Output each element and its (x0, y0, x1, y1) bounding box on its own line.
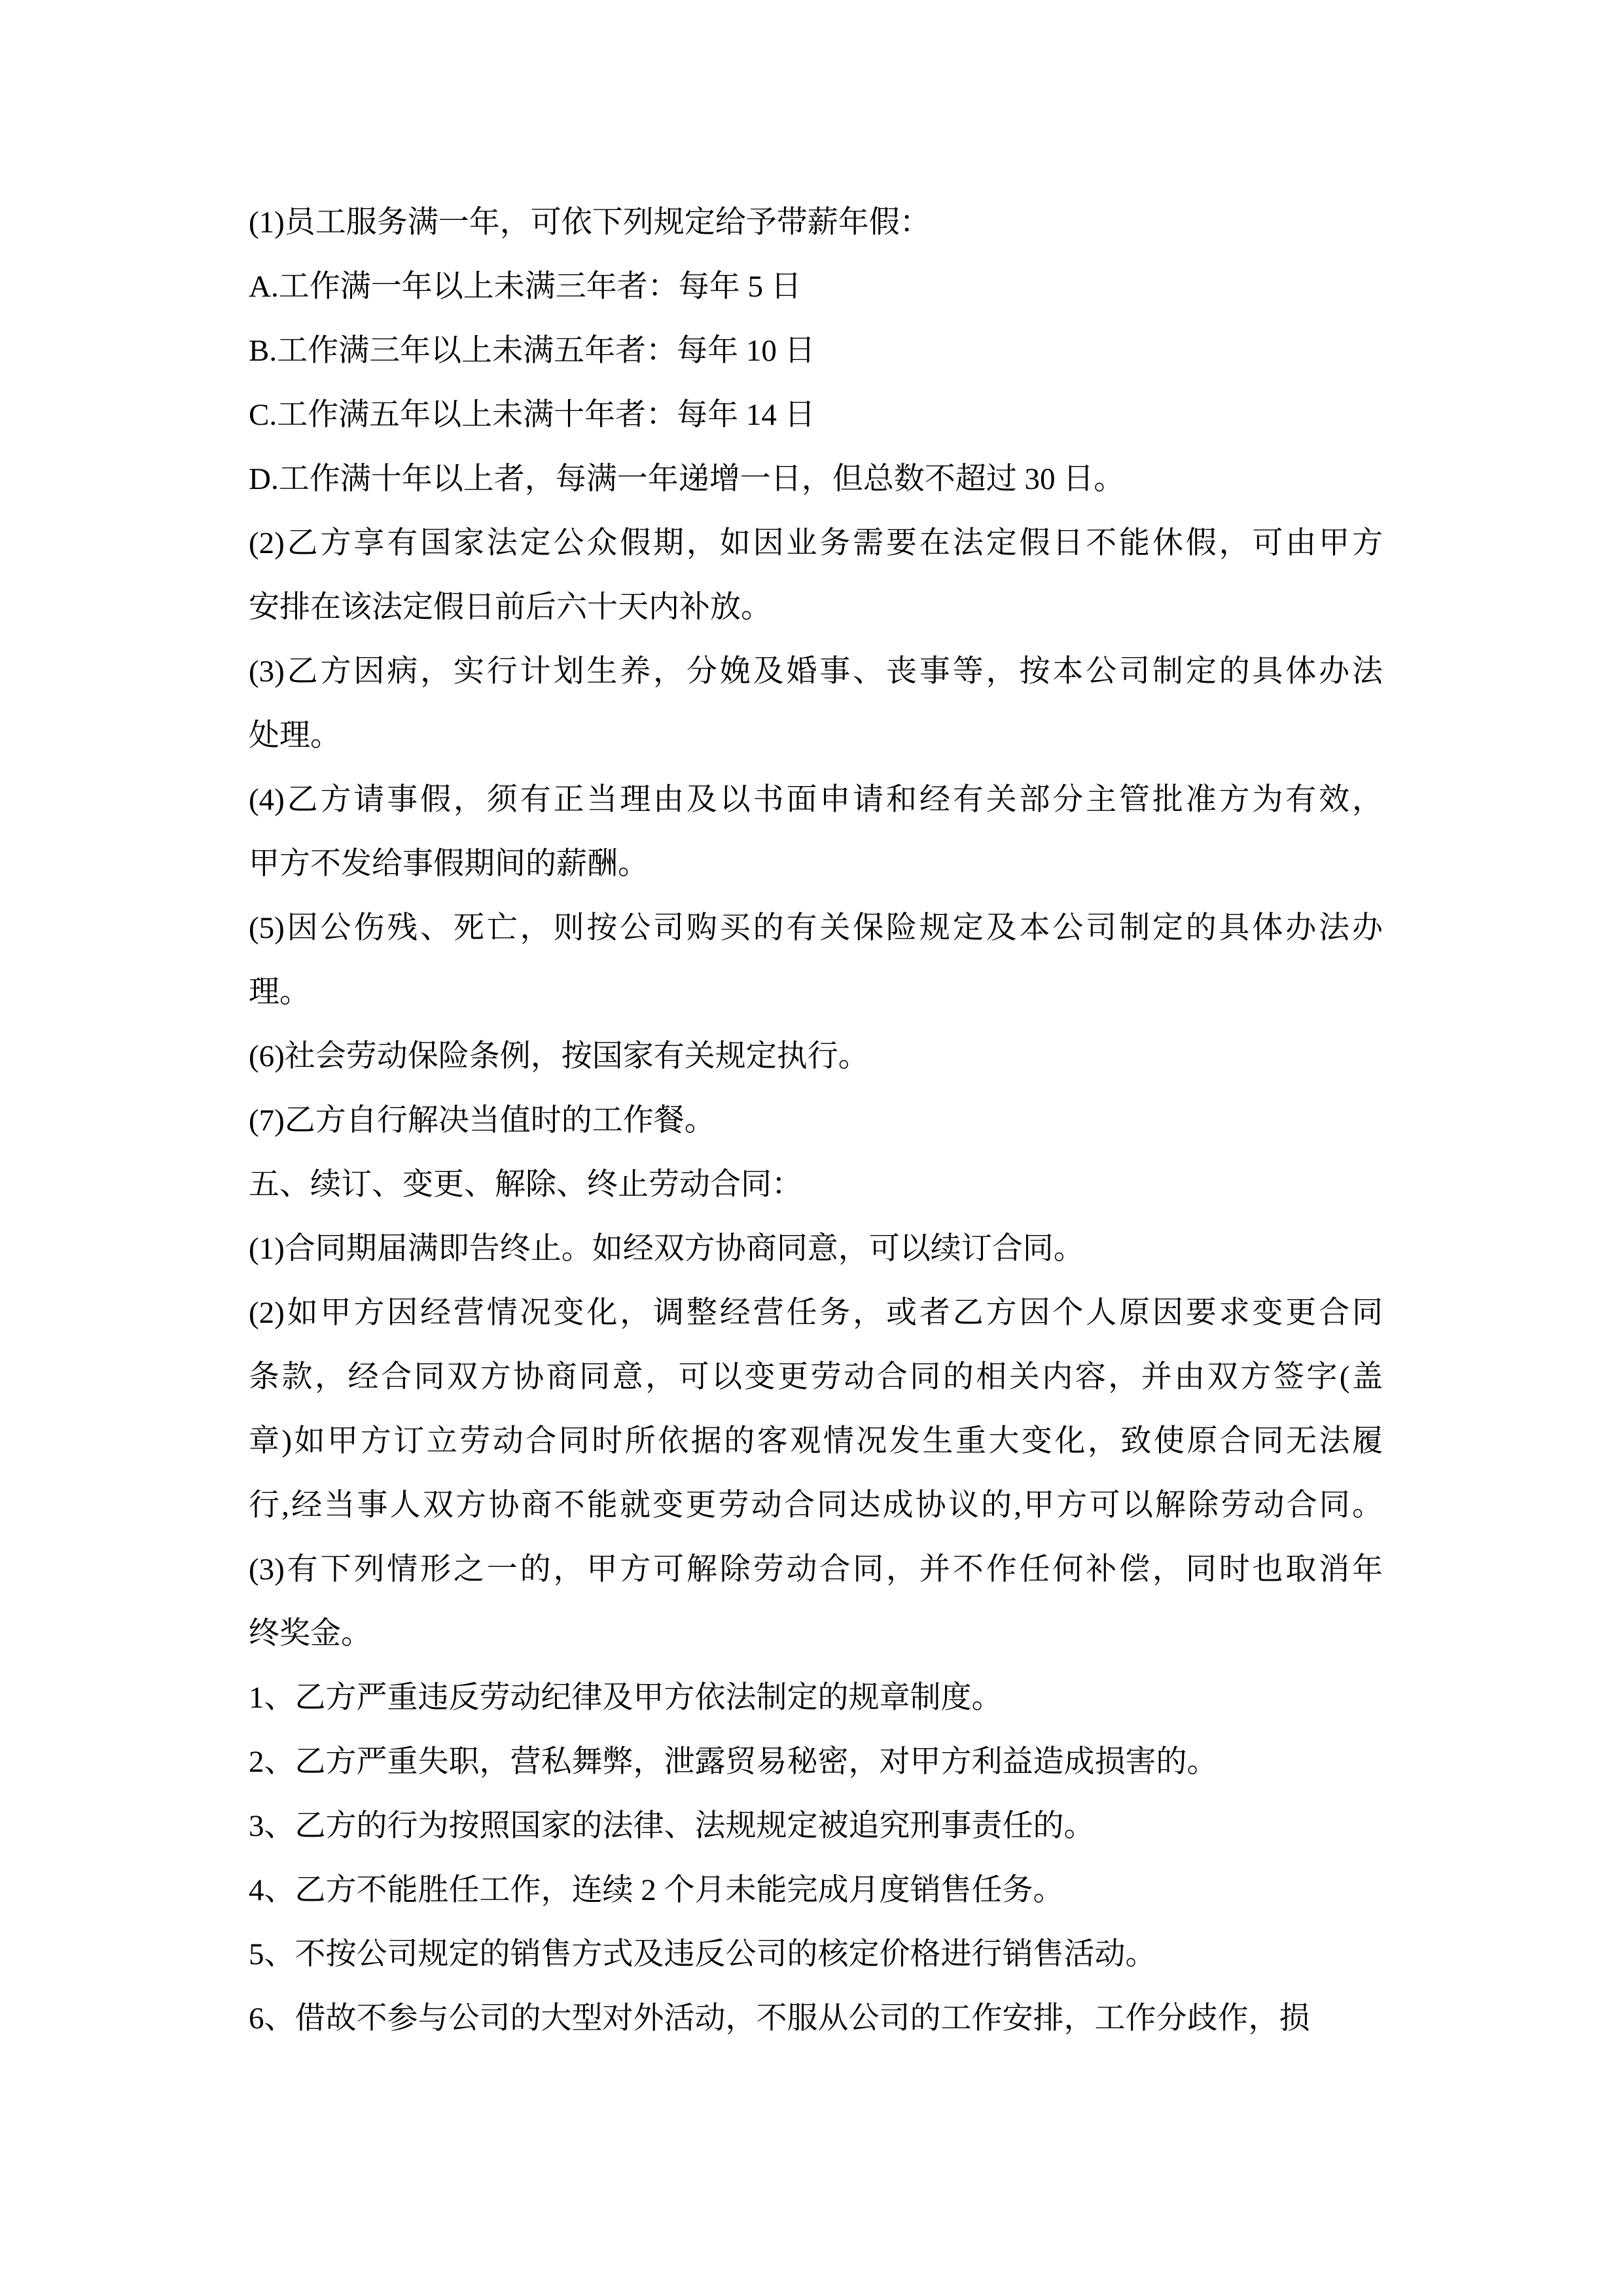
text-line: (5)因公伤残、死亡，则按公司购买的有关保险规定及本公司制定的具体办法办 (249, 911, 1383, 945)
text-line: 条款，经合同双方协商同意，可以变更劳动合同的相关内容，并由双方签字(盖 (249, 1360, 1383, 1394)
text-line: C.工作满五年以上未满十年者：每年 14 日 (249, 398, 815, 432)
document-text-block (249, 190, 1383, 2051)
text-line: A.工作满一年以上未满三年者：每年 5 日 (249, 270, 802, 304)
text-line: (3)有下列情形之一的，甲方可解除劳动合同，并不作任何补偿，同时也取消年 (249, 1552, 1383, 1587)
text-line: 章)如甲方订立劳动合同时所依据的客观情况发生重大变化，致使原合同无法履 (249, 1424, 1383, 1458)
text-line: 5、不按公司规定的销售方式及违反公司的核定价格进行销售活动。 (249, 1937, 1156, 1971)
text-line: 行,经当事人双方协商不能就变更劳动合同达成协议的,甲方可以解除劳动合同。 (249, 1488, 1383, 1522)
text-line: (4)乙方请事假，须有正当理由及以书面申请和经有关部分主管批准方为有效， (249, 783, 1383, 817)
text-line: 3、乙方的行为按照国家的法律、法规规定被追究刑事责任的。 (249, 1809, 1095, 1843)
text-line: 甲方不发给事假期间的薪酬。 (249, 847, 649, 881)
text-line: 6、借故不参与公司的大型对外活动，不服从公司的工作安排，工作分歧作，损 (249, 2001, 1310, 2036)
text-line: 4、乙方不能胜任工作，连续 2 个月未能完成月度销售任务。 (249, 1873, 1064, 1907)
text-line: 处理。 (249, 719, 341, 753)
text-line: (2)如甲方因经营情况变化，调整经营任务，或者乙方因个人原因要求变更合同 (249, 1296, 1383, 1330)
text-line: 理。 (249, 975, 310, 1009)
text-line: (1)合同期届满即告终止。如经双方协商同意，可以续订合同。 (249, 1232, 1084, 1266)
text-line: 安排在该法定假日前后六十天内补放。 (249, 590, 772, 624)
text-line: (6)社会劳动保险条例，按国家有关规定执行。 (249, 1039, 869, 1073)
text-line: 五、续订、变更、解除、终止劳动合同： (249, 1168, 802, 1202)
text-line: D.工作满十年以上者，每满一年递增一日，但总数不超过 30 日。 (249, 462, 1125, 496)
text-line: (3)乙方因病，实行计划生养，分娩及婚事、丧事等，按本公司制定的具体办法 (249, 655, 1383, 689)
text-line: (7)乙方自行解决当值时的工作餐。 (249, 1103, 715, 1138)
text-line: 终奖金。 (249, 1617, 372, 1651)
text-line: (1)员工服务满一年，可依下列规定给予带薪年假： (249, 206, 931, 240)
text-line: (2)乙方享有国家法定公众假期，如因业务需要在法定假日不能休假，可由甲方 (249, 526, 1383, 560)
text-line: 1、乙方严重违反劳动纪律及甲方依法制定的规章制度。 (249, 1681, 1003, 1715)
text-line: 2、乙方严重失职，营私舞弊，泄露贸易秘密，对甲方利益造成损害的。 (249, 1745, 1218, 1779)
text-line: B.工作满三年以上未满五年者：每年 10 日 (249, 334, 815, 368)
